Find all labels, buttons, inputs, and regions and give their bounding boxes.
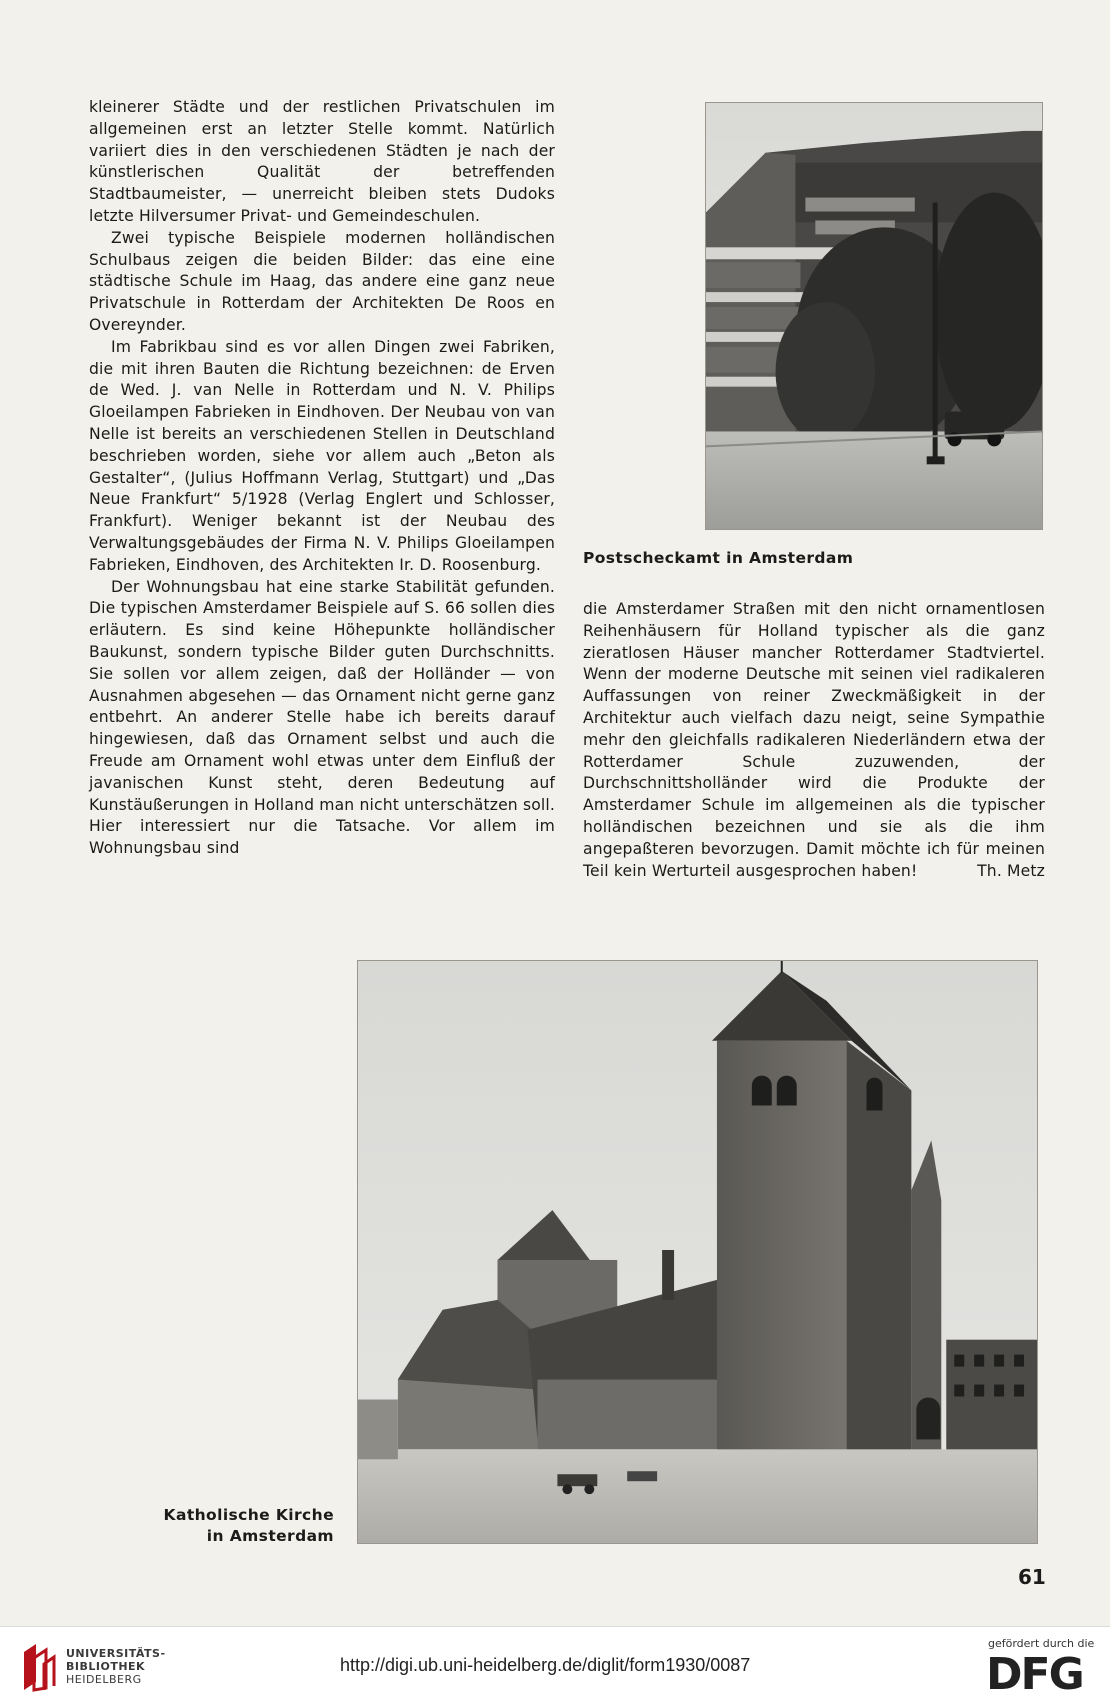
paragraph-3: Im Fabrikbau sind es vor allen Dingen zwei Fabriken, die mit ihren Bauten die Richtung bezeichnen: de Erven de Wed. J. van Nelle in Rotterdam und N. V. Philips Gloeilampen Fabrieken in Eindhoven. Der Neubau von van Nelle ist bereits an verschiedenen Stellen in Deutschland beschrieben worden, siehe vor allem auch „Beton als Gestalter“, (Julius Hoffmann Verlag, Stuttgart) und „Das Neue Frankfurt“ 5/1928 (Verlag Englert und Schlosser, Frankfurt). Weniger bekannt ist der Neubau des Verwaltungsgebäudes der Firma N. V. Philips Gloeilampen Fabrieken, Eindhoven, des Architekten Ir. D. Roosenburg. [89,337,555,574]
church-caption [140,1505,334,1547]
library-name [66,1647,166,1686]
postscheckamt-photo [705,102,1043,530]
dfg-logo[interactable]: DFG [986,1649,1083,1700]
library-name-line-3: HEIDELBERG [66,1673,142,1686]
church-caption-line-2: in Amsterdam [206,1527,334,1545]
paragraph-1: kleinerer Städte und der restlichen Privatschulen im allgemeinen erst an letzter Stelle kommt. Natürlich variiert dies in den verschiedenen Städten je nach der künstlerischen Qualität der betreffenden Stadtbaumeister, — unerreicht bleiben stets Dudoks letzte Hilversumer Privat- und Gemeindeschulen. [89,98,555,225]
right-text-column [583,599,1045,882]
author-signature: Th. Metz [977,861,1045,880]
library-logo-icon[interactable] [22,1642,56,1692]
left-text-column [89,97,555,860]
funding-note: gefördert durch die [988,1637,1095,1650]
church-caption-line-1: Katholische Kirche [163,1506,334,1524]
church-photo [357,960,1038,1544]
library-name-line-2: BIBLIOTHEK [66,1660,146,1673]
postscheckamt-caption: Postscheckamt in Amsterdam [583,549,854,567]
permalink-url[interactable]: http://digi.ub.uni-heidelberg.de/diglit/form1930/0087 [340,1655,751,1675]
viewer-footer [0,1626,1110,1706]
right-paragraph: die Amsterdamer Straßen mit den nicht ornamentlosen Reihenhäusern für Holland typischer als die ganz zieratlosen Häuser mancher Rotterdamer Stadtviertel. Wenn der moderne Deutsche mit seinen viel radikaleren Auffassungen von reiner Zweckmäßigkeit in der Architektur auch vielfach dazu neigt, seine Sympathie mehr den gleichfalls radikaleren Niederländern etwa der Rotterdamer Schule zuzuwenden, der Durchschnittsholländer wird die Produkte der Amsterdamer Schule im allgemeinen als die typischer holländischen bezeichnen und sie als die ihm angepaßteren bevorzugen. Damit möchte ich für meinen Teil kein Werturteil ausgesprochen haben! [583,600,1045,880]
page-number: 61 [1018,1565,1046,1589]
paragraph-4: Der Wohnungsbau hat eine starke Stabilität gefunden. Die typischen Amsterdamer Beispiele auf S. 66 sollen dies erläutern. Es sind keine Höhepunkte holländischer Baukunst, sondern typische Bilder guten Durchschnitts. Sie sollen vor allem zeigen, daß der Holländer — von Ausnahmen abgesehen — das Ornament nicht gerne ganz entbehrt. An anderer Stelle habe ich bereits darauf hingewiesen, daß das Ornament selbst und auch die Freude am Ornament wohl etwas unter dem Einfluß der javanischen Kunst steht, deren Bedeutung auf Kunstäußerungen in Holland man nicht unterschätzen soll. Hier interessiert nur die Tatsache. Vor allem im Wohnungsbau sind [89,577,555,858]
paragraph-2: Zwei typische Beispiele modernen holländischen Schulbaus zeigen die beiden Bilder: das eine eine städtische Schule im Haag, das andere eine ganz neue Privatschule in Rotterdam der Architekten De Roos en Overeynder. [89,228,555,334]
library-name-line-1: UNIVERSITÄTS- [66,1647,166,1660]
